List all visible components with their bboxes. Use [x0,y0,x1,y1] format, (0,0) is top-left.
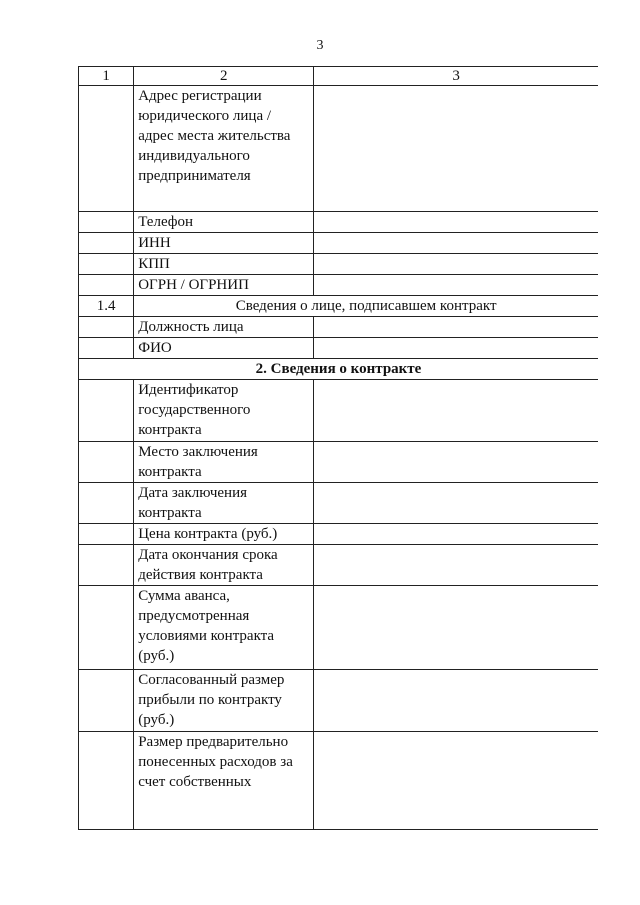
field-value-cell [314,275,598,296]
column-number-1: 1 [79,67,134,86]
field-label: Должность лица [134,317,314,338]
row-number-cell [79,233,134,254]
table-row [79,380,599,442]
field-label: Идентификатор государственного контракта [134,380,314,442]
row-number-cell [79,732,134,830]
field-label: ОГРН / ОГРНИП [134,275,314,296]
table-row [79,545,599,586]
field-value-cell [314,233,598,254]
field-value-cell [314,545,598,586]
row-number-cell [79,380,134,442]
field-label: Адрес регистрации юридического лица / адрес места жительства индивидуального предпринимателя [134,86,314,212]
field-label: Цена контракта (руб.) [134,524,314,545]
table-row [79,670,599,732]
column-number-3: 3 [314,67,598,86]
row-number-cell [79,670,134,732]
field-label: Согласованный размер прибыли по контракту (руб.) [134,670,314,732]
table-row [79,442,599,483]
field-label: Место заключения контракта [134,442,314,483]
table-row [79,275,599,296]
row-number-cell [79,483,134,524]
signer-section-title: Сведения о лице, подписавшем контракт [134,296,598,317]
field-label: Дата окончания срока действия контракта [134,545,314,586]
field-value-cell [314,442,598,483]
row-number-cell [79,442,134,483]
field-label: Дата заключения контракта [134,483,314,524]
column-number-row [79,67,599,86]
section-heading-row [79,359,599,380]
field-label: Телефон [134,212,314,233]
field-label: Сумма аванса, предусмотренная условиями контракта (руб.) [134,586,314,670]
page-number: 3 [316,38,324,53]
row-number-cell [79,338,134,359]
field-value-cell [314,670,598,732]
field-value-cell [314,732,598,830]
row-number-cell [79,317,134,338]
table-row [79,233,599,254]
table-row [79,524,599,545]
contract-info-table [78,66,598,830]
row-number-cell [79,212,134,233]
field-label: ИНН [134,233,314,254]
row-number-cell [79,86,134,212]
table-row [79,212,599,233]
table-row [79,483,599,524]
field-value-cell [314,338,598,359]
row-number-cell [79,275,134,296]
field-label: ФИО [134,338,314,359]
field-value-cell [314,317,598,338]
field-value-cell [314,483,598,524]
field-value-cell [314,212,598,233]
field-value-cell [314,524,598,545]
field-value-cell [314,254,598,275]
table-row [79,586,599,670]
field-value-cell [314,380,598,442]
row-number-cell [79,524,134,545]
row-number-cell [79,254,134,275]
field-value-cell [314,586,598,670]
table-row [79,86,599,212]
section-number: 1.4 [79,296,134,317]
table-row [79,732,599,830]
section-heading: 2. Сведения о контракте [79,359,599,380]
field-value-cell [314,86,598,212]
signer-section-row [79,296,599,317]
field-label: КПП [134,254,314,275]
field-label: Размер предварительно понесенных расходов за счет собственных [134,732,314,830]
row-number-cell [79,545,134,586]
table-row [79,317,599,338]
row-number-cell [79,586,134,670]
table-row [79,338,599,359]
table-row [79,254,599,275]
column-number-2: 2 [134,67,314,86]
